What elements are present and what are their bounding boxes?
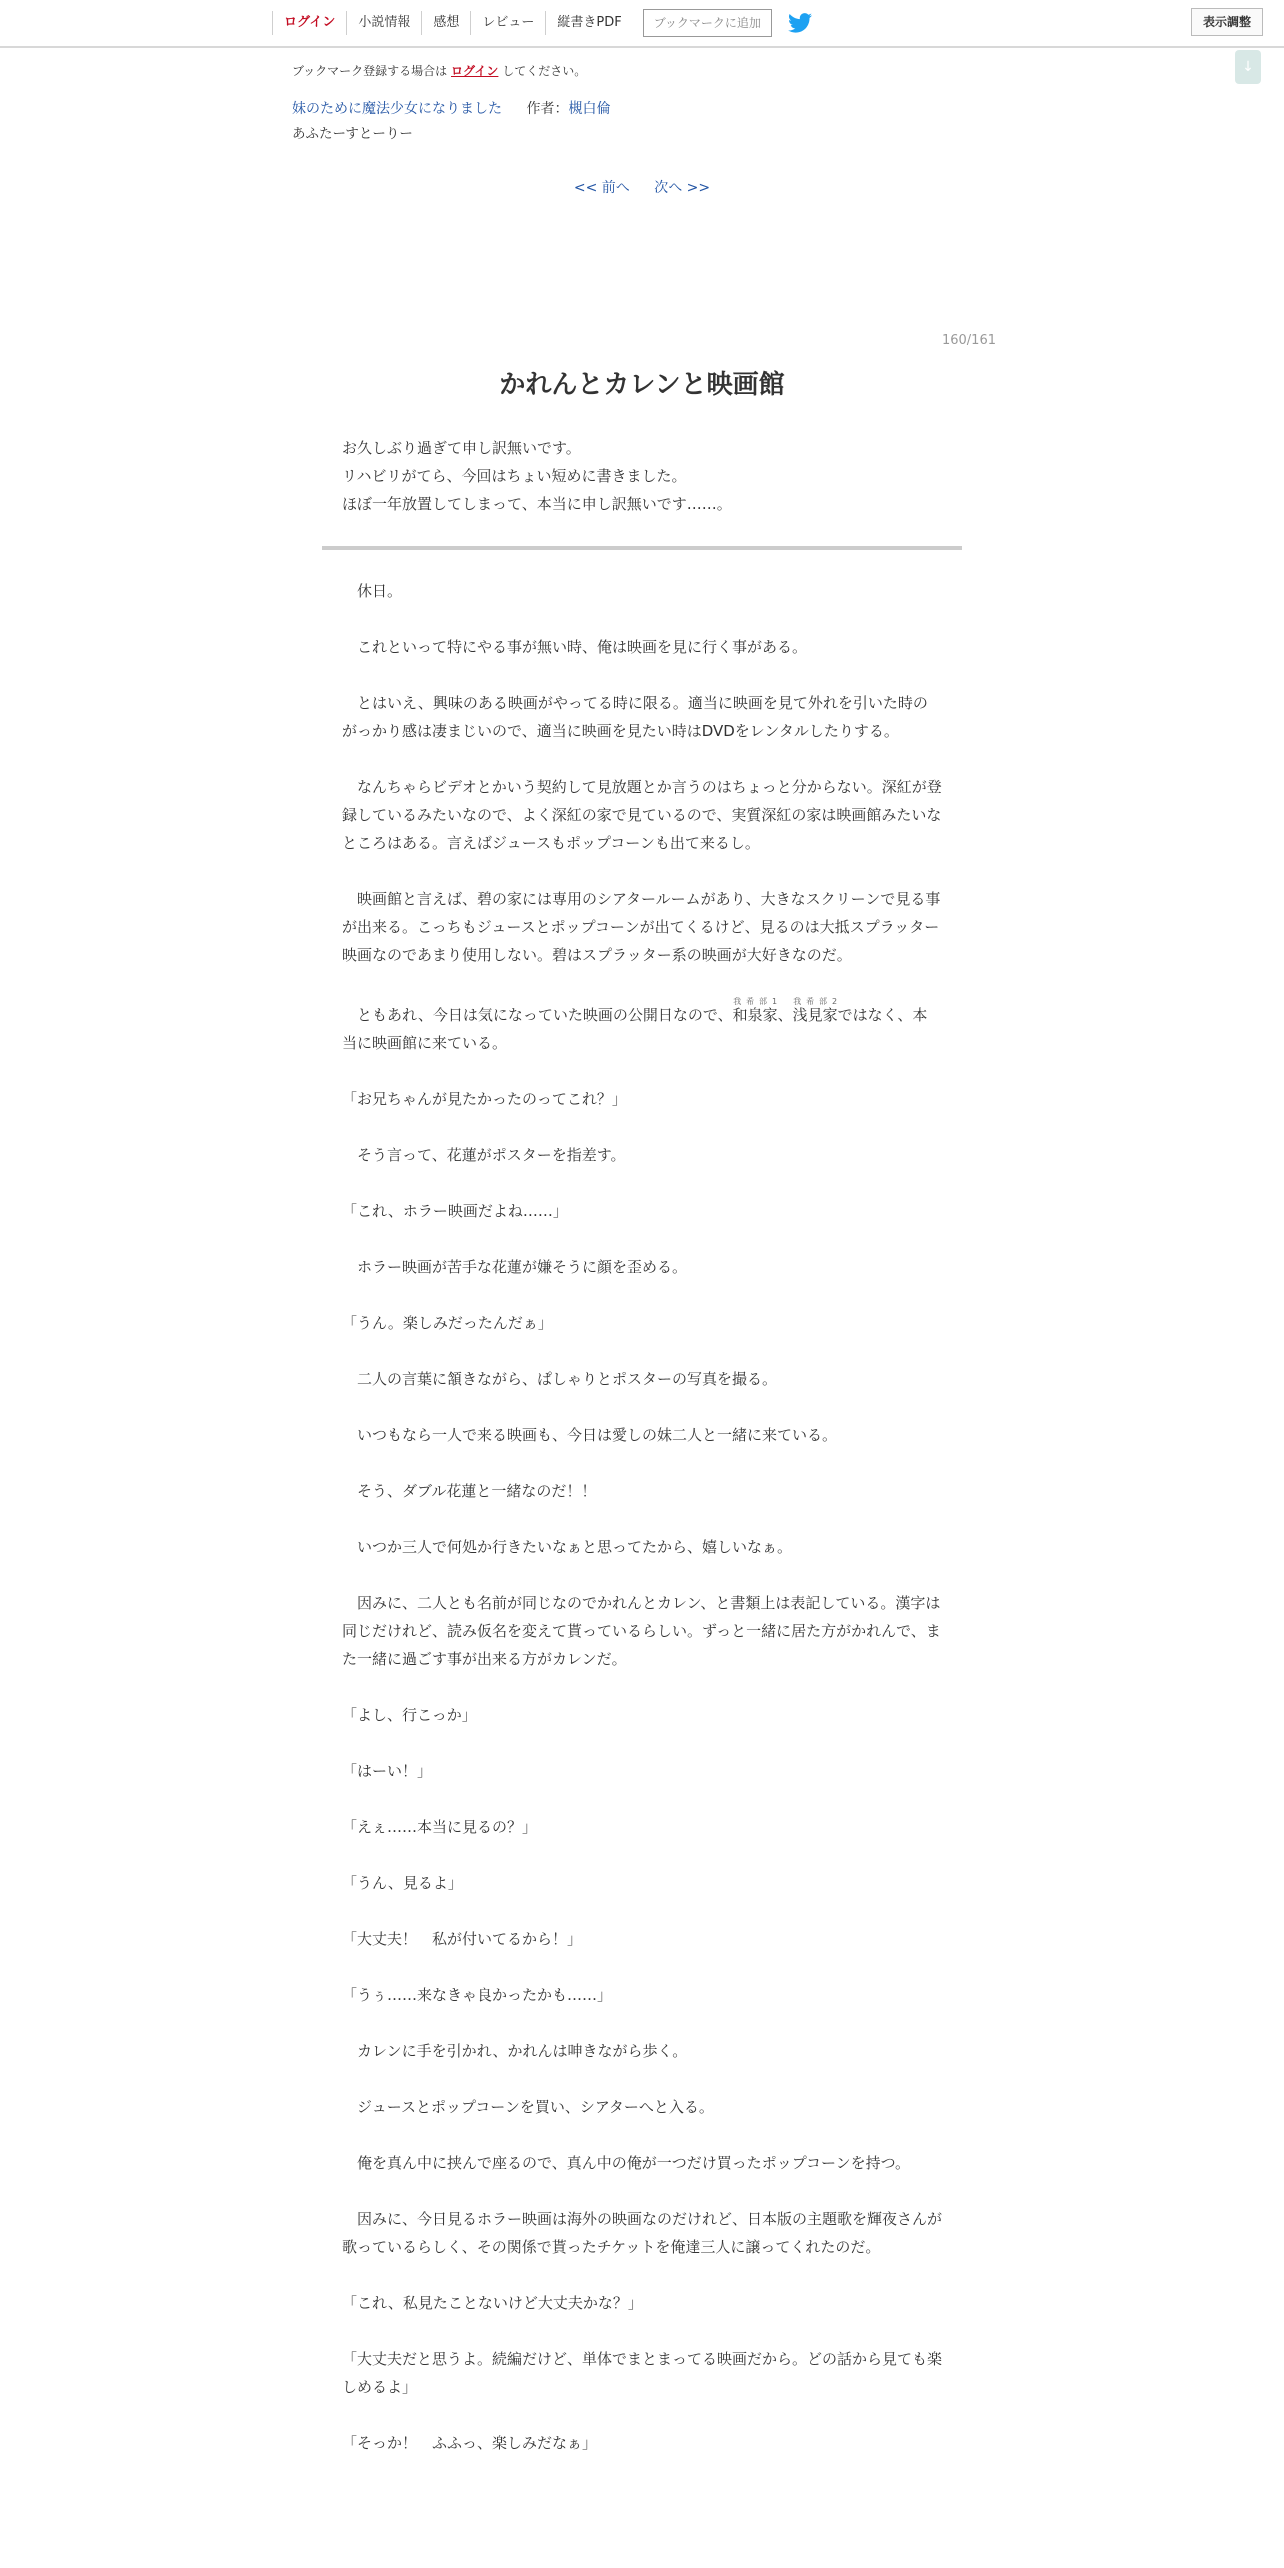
preface-line: ほぼ一年放置してしまって、本当に申し訳無いです……。 (342, 495, 732, 513)
preface-line: リハビリがてら、今回はちょい短めに書きました。 (342, 467, 687, 485)
body-paragraph: ジュースとポップコーンを買い、シアターへと入る。 (342, 2098, 714, 2116)
nav-login-link[interactable]: ログイン (272, 11, 346, 35)
body-paragraph: 「大丈夫だと思うよ。続編だけど、単体でまとまってる映画だから。どの話から見ても楽しめるよ」 (342, 2350, 943, 2396)
author-link[interactable]: 槻白倫 (568, 101, 611, 117)
body-paragraph: なんちゃらビデオとかいう契約して見放題とか言うのはちょっと分からない。深紅が登録しているみたいなので、よく深紅の家で見ているので、実質深紅の家は映画館みたいなところはある。言えばジュースもポップコーンも出て来るし。 (342, 778, 942, 852)
ruby-para-middle: 、 (777, 1006, 793, 1024)
body-paragraph: いつもなら一人で来る映画も、今日は愛しの妹二人と一緒に来ている。 (342, 1426, 838, 1444)
body-paragraph: 「そっか！ ふふっ、楽しみだなぁ」 (342, 2434, 598, 2452)
body-paragraph: 俺を真ん中に挟んで座るので、真ん中の俺が一つだけ買ったポップコーンを持つ。 (342, 2154, 911, 2172)
bookmark-note-after: してください。 (502, 64, 587, 78)
body-paragraph: 「これ、ホラー映画だよね……」 (342, 1202, 568, 1220)
body-paragraph-ruby (342, 997, 942, 1057)
body-paragraph: 「うん、見るよ」 (342, 1874, 463, 1892)
body-paragraph: 因みに、今日見るホラー映画は海外の映画なのだけれど、日本版の主題歌を輝夜さんが歌っているらしく、その関係で貰ったチケットを俺達三人に譲ってくれたのだ。 (342, 2210, 943, 2256)
novel-title-link[interactable]: 妹のために魔法少女になりました (292, 101, 502, 117)
body-paragraph: 「これ、私見たことないけど大丈夫かな？」 (342, 2294, 643, 2312)
ruby-word-2 (792, 997, 838, 1024)
body-paragraph: そう、ダブル花蓮と一緒なのだ！！ (342, 1482, 597, 1500)
ruby-text-1: 我 希 部 1 (732, 997, 778, 1006)
twitter-share-button[interactable] (788, 12, 814, 34)
ruby-para-before: ともあれ、今日は気になっていた映画の公開日なので、 (342, 1006, 733, 1024)
nav-menu (272, 0, 814, 46)
arrow-down-icon: ↓ (1242, 59, 1254, 75)
page-counter: 160/161 (941, 333, 996, 348)
preface-divider (322, 546, 962, 550)
body-paragraph: カレンに手を引かれ、かれんは呻きながら歩く。 (342, 2042, 688, 2060)
scroll-down-button[interactable] (1235, 50, 1261, 84)
novel-info-line (292, 98, 610, 118)
body-paragraph: とはいえ、興味のある映画がやってる時に限る。適当に映画を見て外れを引いた時のがっかり感は凄まじいので、適当に映画を見たい時はDVDをレンタルしたりする。 (342, 694, 928, 740)
body-paragraph: 因みに、二人とも名前が同じなのでかれんとカレン、と書類上は表記している。漢字は同じだけれど、読み仮名を変えて貰っているらしい。ずっと一緒に居た方がかれんで、また一緒に過ごす事が出来る方がカレンだ。 (342, 1594, 941, 1668)
body-paragraph: 「えぇ……本当に見るの？」 (342, 1818, 538, 1836)
body-paragraph: いつか三人で何処か行きたいなぁと思ってたから、嬉しいなぁ。 (342, 1538, 793, 1556)
nav-novel-info-link[interactable]: 小説情報 (346, 11, 421, 35)
add-bookmark-button[interactable]: ブックマークに追加 (643, 9, 772, 37)
body-paragraph: 「うん。楽しみだったんだぁ」 (342, 1314, 553, 1332)
ruby-para-after: ではなく、本当に映画館に来ている。 (342, 1006, 928, 1052)
body-paragraph: 休日。 (342, 582, 403, 600)
body-paragraph: 「お兄ちゃんが見たかったのってこれ？」 (342, 1090, 627, 1108)
body-paragraph: これといって特にやる事が無い時、俺は映画を見に行く事がある。 (342, 638, 808, 656)
chapter-group-title: あふたーすとーりー (292, 126, 413, 142)
body-paragraph: ホラー映画が苦手な花蓮が嫌そうに顔を歪める。 (342, 1258, 688, 1276)
ruby-text-2: 我 希 部 2 (792, 997, 838, 1006)
bookmark-note-before: ブックマーク登録する場合は (292, 64, 448, 78)
nav-reviews-link[interactable]: レビュー (470, 11, 545, 35)
body-paragraph: 「大丈夫！ 私が付いてるから！」 (342, 1930, 583, 1948)
ruby-base-2: 浅見家 (792, 1006, 838, 1024)
body-paragraph: 映画館と言えば、碧の家には専用のシアタールームがあり、大きなスクリーンで見る事が出来る。こっちもジュースとポップコーンが出てくるけど、見るのは大抵スプラッター映画なのであまり使用しない。碧はスプラッター系の映画が大好きなのだ。 (342, 890, 941, 964)
ruby-base-1: 和泉家 (732, 1006, 778, 1024)
body-paragraph: 「よし、行こっか」 (342, 1706, 477, 1724)
body-paragraph: そう言って、花蓮がポスターを指差す。 (342, 1146, 626, 1164)
top-nav-bar (0, 0, 1284, 48)
bookmark-login-note (292, 62, 586, 79)
chapter-body (342, 577, 942, 2485)
display-settings-button[interactable]: 表示調整 (1191, 8, 1263, 36)
prev-page-link[interactable]: << 前へ (573, 180, 630, 196)
author-label: 作者： (526, 101, 569, 117)
body-paragraph: 「はーい！」 (342, 1762, 433, 1780)
chapter-title: かれんとカレンと映画館 (499, 370, 785, 400)
preface (342, 434, 942, 518)
pager (0, 177, 1284, 197)
nav-vertical-pdf-link[interactable]: 縦書きPDF (545, 11, 632, 35)
preface-line: お久しぶり過ぎて申し訳無いです。 (342, 439, 581, 457)
nav-impressions-link[interactable]: 感想 (421, 11, 470, 35)
bookmark-note-login-link[interactable]: ログイン (451, 64, 499, 78)
body-paragraph: 二人の言葉に頷きながら、ぱしゃりとポスターの写真を撮る。 (342, 1370, 778, 1388)
next-page-link[interactable]: 次へ >> (654, 180, 711, 196)
ruby-word-1 (732, 997, 778, 1024)
body-paragraph: 「うぅ……来なきゃ良かったかも……」 (342, 1986, 613, 2004)
twitter-icon (788, 13, 812, 33)
